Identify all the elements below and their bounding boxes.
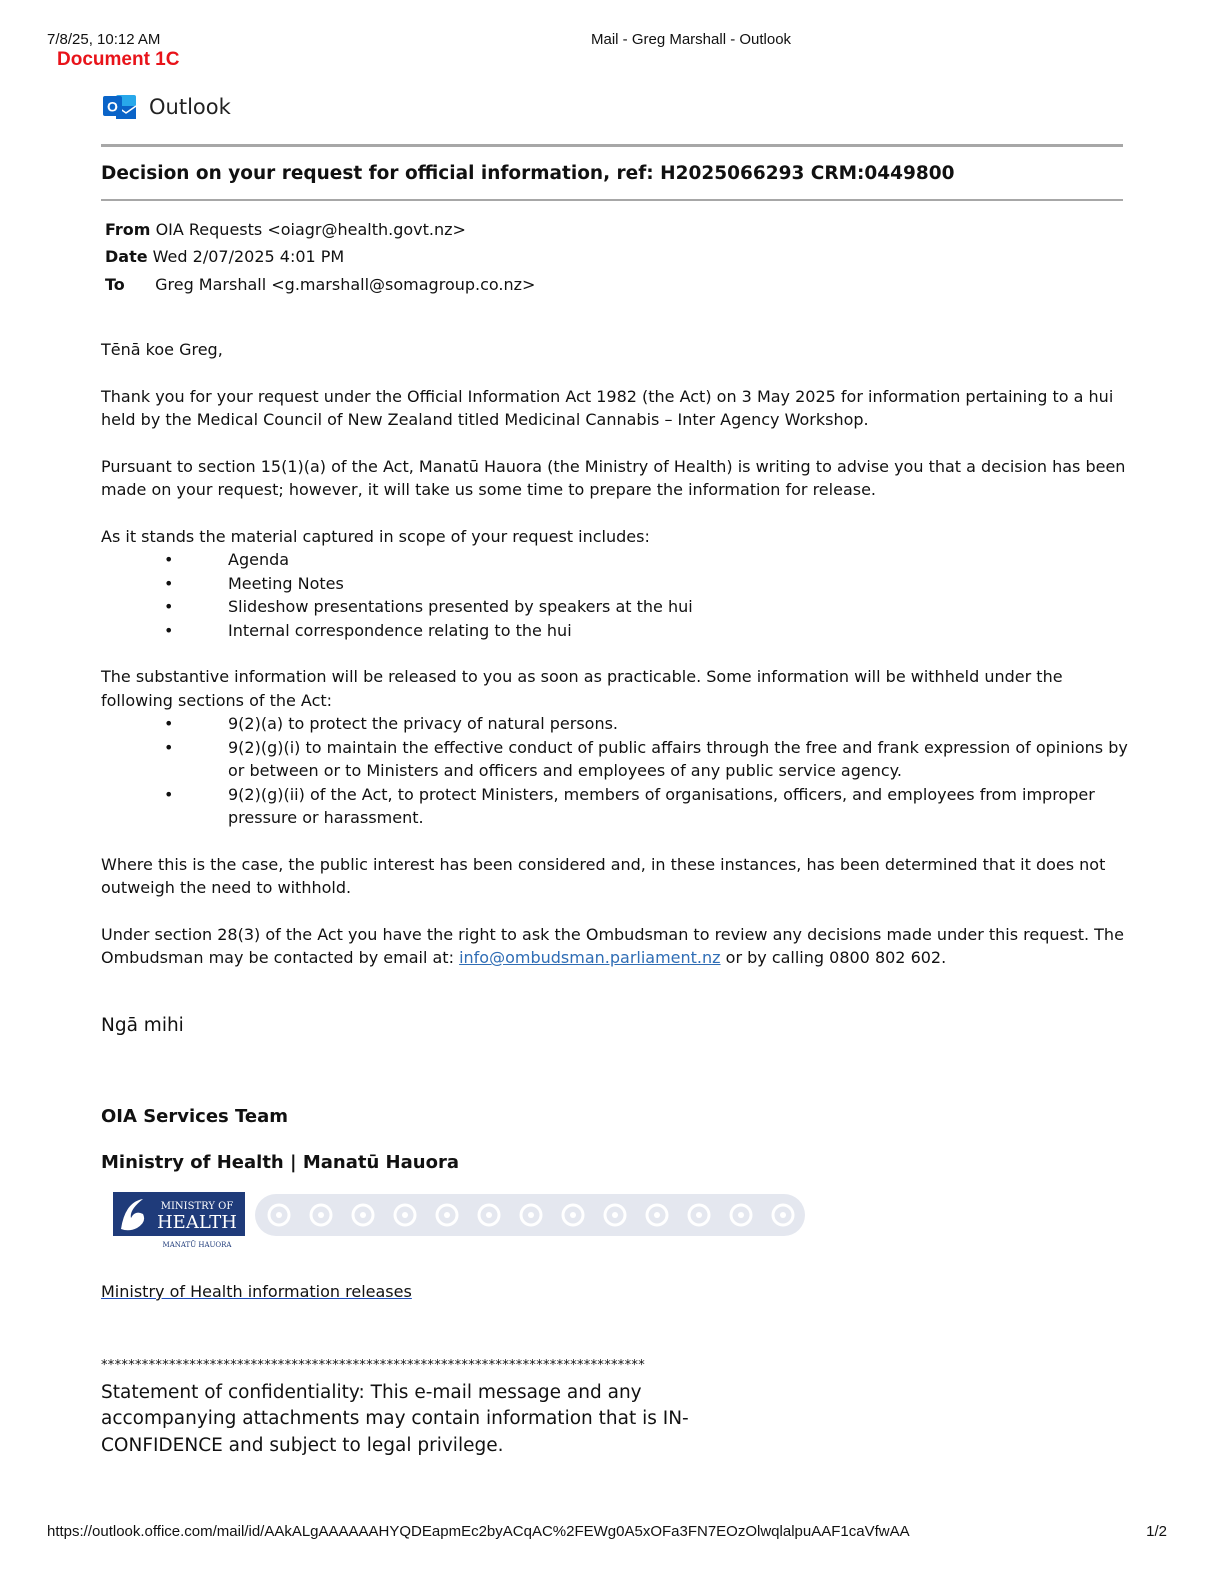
to-row: [105, 275, 535, 294]
date-row: [105, 247, 344, 266]
print-datetime: 7/8/25, 10:12 AM: [47, 31, 161, 48]
outlook-logo-icon: [103, 92, 137, 122]
releases-paragraph: [101, 1280, 1131, 1304]
date-label: Date: [105, 247, 148, 266]
scope-list: [101, 548, 1131, 642]
ministry-of-health-logo: [113, 1192, 245, 1250]
signature-org: Ministry of Health | Manatū Hauora: [101, 1151, 459, 1173]
page-number: 1/2: [1146, 1523, 1167, 1540]
list-item: • Meeting Notes: [164, 573, 344, 593]
app-name: Outlook: [149, 95, 231, 119]
separator-stars: ********************************************************************************: [101, 1357, 645, 1373]
outlook-logo-letter: O: [107, 98, 118, 115]
paragraph-withheld: The substantive information will be released to you as soon as practicable. Some information will be withheld under the following sections of the Act:: [101, 667, 1063, 710]
divider-top: [101, 144, 1123, 147]
divider-subject: [101, 199, 1123, 201]
signature-team: OIA Services Team: [101, 1106, 289, 1127]
from-value: OIA Requests <oiagr@health.govt.nz>: [155, 220, 466, 239]
print-title: Mail - Greg Marshall - Outlook: [591, 31, 792, 48]
paragraph-public-interest: Where this is the case, the public interest has been considered and, in these instances, has been determined that it does not outweigh the need to withhold.: [101, 854, 1106, 897]
list-item: • Internal correspondence relating to the hui: [164, 620, 572, 640]
to-label: To: [105, 275, 125, 294]
email-subject: Decision on your request for official information, ref: H2025066293 CRM:0449800: [101, 163, 955, 184]
koru-pattern-icon: [255, 1192, 805, 1238]
footer-url: https://outlook.office.com/mail/id/AAkALgAAAAAAHYQDEapmEc2byACqAC%2FEWg0A5xOFa3FN7EOzOlwqlalpuAAF1caVfwAA: [47, 1523, 910, 1540]
svg-text:HEALTH: HEALTH: [156, 1212, 238, 1233]
greeting: Tēnā koe Greg,: [101, 340, 223, 359]
paragraph-scope: As it stands the material captured in scope of your request includes:: [101, 526, 650, 546]
svg-text:MANATŪ HAUORA: MANATŪ HAUORA: [162, 1241, 232, 1249]
to-value: Greg Marshall <g.marshall@somagroup.co.nz>: [155, 275, 536, 294]
list-item: • Slideshow presentations presented by speakers at the hui: [164, 597, 693, 616]
list-item: • 9(2)(g)(i) to maintain the effective conduct of public affairs through the free and frank expression of opinions by or between or to Ministers and officers and employees of any public service agency.: [164, 737, 1128, 780]
document-label: Document 1C: [57, 49, 180, 70]
paragraph-ombudsman: Under section 28(3) of the Act you have the right to ask the Ombudsman to review any decisions made under this request. The Ombudsman may be contacted by email at: info@ombudsman.parliament.nz or by calling 0800 802 602.: [101, 924, 1124, 967]
email-body: [101, 338, 1131, 1459]
list-item: • Agenda: [164, 550, 290, 569]
paragraph-decision: Pursuant to section 15(1)(a) of the Act, Manatū Hauora (the Ministry of Health) is writing to advise you that a decision has been made on your request; however, it will take us some time to prepare the information for release.: [101, 456, 1126, 499]
svg-text:MINISTRY OF: MINISTRY OF: [160, 1201, 234, 1212]
withheld-list: [101, 712, 1131, 830]
paragraph-request: Thank you for your request under the Official Information Act 1982 (the Act) on 3 May 2025 for information pertaining to a hui held by the Medical Council of New Zealand titled Medicinal Cannabis – Inter Agency Workshop.: [101, 386, 1114, 429]
print-header: [47, 31, 1177, 51]
signoff: Ngā mihi: [101, 1014, 184, 1036]
print-footer: [47, 1523, 1167, 1540]
confidentiality-statement: Statement of confidentiality: This e-mail message and any accompanying attachments may contain information that is IN-CONFIDENCE and subject to legal privilege.: [101, 1381, 689, 1456]
date-value: Wed 2/07/2025 4:01 PM: [152, 247, 345, 266]
outlook-brand: [103, 92, 231, 122]
list-item: • 9(2)(g)(ii) of the Act, to protect Ministers, members of organisations, officers, and employees from improper pressure or harassment.: [164, 784, 1095, 827]
list-item: • 9(2)(a) to protect the privacy of natural persons.: [164, 714, 619, 733]
from-row: [105, 220, 466, 239]
ombudsman-email-link[interactable]: info@ombudsman.parliament.nz: [459, 948, 721, 967]
from-label: From: [105, 220, 151, 239]
information-releases-link[interactable]: Ministry of Health information releases: [101, 1282, 412, 1301]
signature-logo: [113, 1192, 1131, 1250]
